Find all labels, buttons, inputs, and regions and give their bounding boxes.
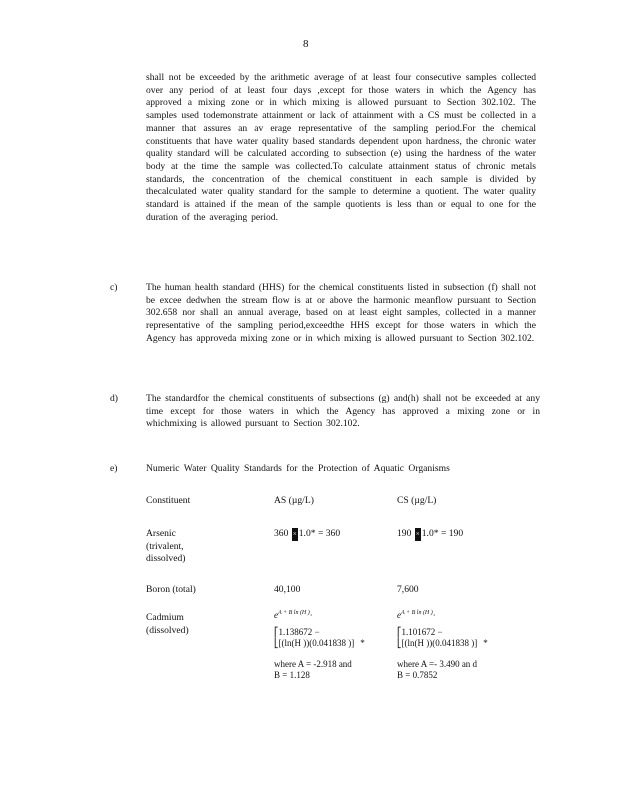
boron-name: Boron (total) [146, 584, 196, 595]
boron-cs: 7,600 [397, 584, 419, 595]
item-d-text: The standardfor the chemical constituents of subsections (g) and(h) shall not be exceeded at any time except for those waters in which the Agency has approved a mixing zone or in whichmixing is allowed pursuant to Section 302.102. [146, 393, 540, 430]
paragraph-continuation: shall not be exceeded by the arithmetic average of at least four consecutive samples collected over any period of at least four days ,except for those waters in which the Agency has approved a mixing zone or in which mixing is allowed pursuant to Section 302.102. The samples used todemonstrate attainment or lack of attainment with a CS must be collected in a manner that assures an av erage representative of the sampling period.For the chemical constituents that have water quality based standards dependent upon hardness, the chronic water quality standard will be calculated according to subsection (e) using the hardness of the water body at the time the sample was collected.To calculate attainment status of chronic metals standards, the concentration of the chemical constituent in each sample is divided by thecalculated water quality standard for the sample to determine a quotient. The water quality standard is attained if the mean of the sample quotients is less than or equal to one for the duration of the averaging period. [146, 72, 536, 223]
header-cs: CS (µg/L) [397, 495, 437, 506]
arsenic-as: 360 × 1.0* = 360 [274, 528, 341, 539]
page-number: 8 [303, 38, 309, 50]
multiply-symbol-icon: × [292, 528, 298, 541]
item-e-heading: Numeric Water Quality Standards for the Protection of Aquatic Organisms [146, 463, 450, 474]
multiply-symbol-icon: × [415, 528, 421, 541]
header-as: AS (µg/L) [274, 495, 314, 506]
arsenic-cs: 190 × 1.0* = 190 [397, 528, 464, 539]
cadmium-name: Cadmium (dissolved) [146, 612, 189, 636]
boron-as: 40,100 [274, 584, 301, 595]
cadmium-cs-formula: $e^{A + B ln (H )}\cdot$ ⎡1.101672 − ⎣[(ln(H ))(0.041838 )] * where A =- 3.490 an d B = 0.7852 [397, 610, 488, 680]
header-constituent: Constituent [146, 495, 191, 506]
item-e-label: e) [110, 463, 118, 474]
item-c-label: c) [110, 282, 118, 293]
item-d-label: d) [110, 393, 118, 404]
arsenic-name: Arsenic (trivalent, dissolved) [146, 528, 186, 565]
cadmium-as-formula: $e^{A + B ln (H )}\cdot$ ⎡1.138672 − ⎣[(ln(H ))(0.041838 )] * where A = -2.918 and B = 1.128 [274, 610, 365, 680]
item-c-text: The human health standard (HHS) for the chemical constituents listed in subsection (f) shall not be excee dedwhen the stream flow is at or above the harmonic meanflow pursuant to Section 302.658 nor shall an annual average, based on at least eight samples, collected in a manner representative of the sampling period,exceedthe HHS except for those waters in which the Agency has approveda mixing zone or in which mixing is allowed pursuant to Section 302.102. [146, 282, 536, 344]
